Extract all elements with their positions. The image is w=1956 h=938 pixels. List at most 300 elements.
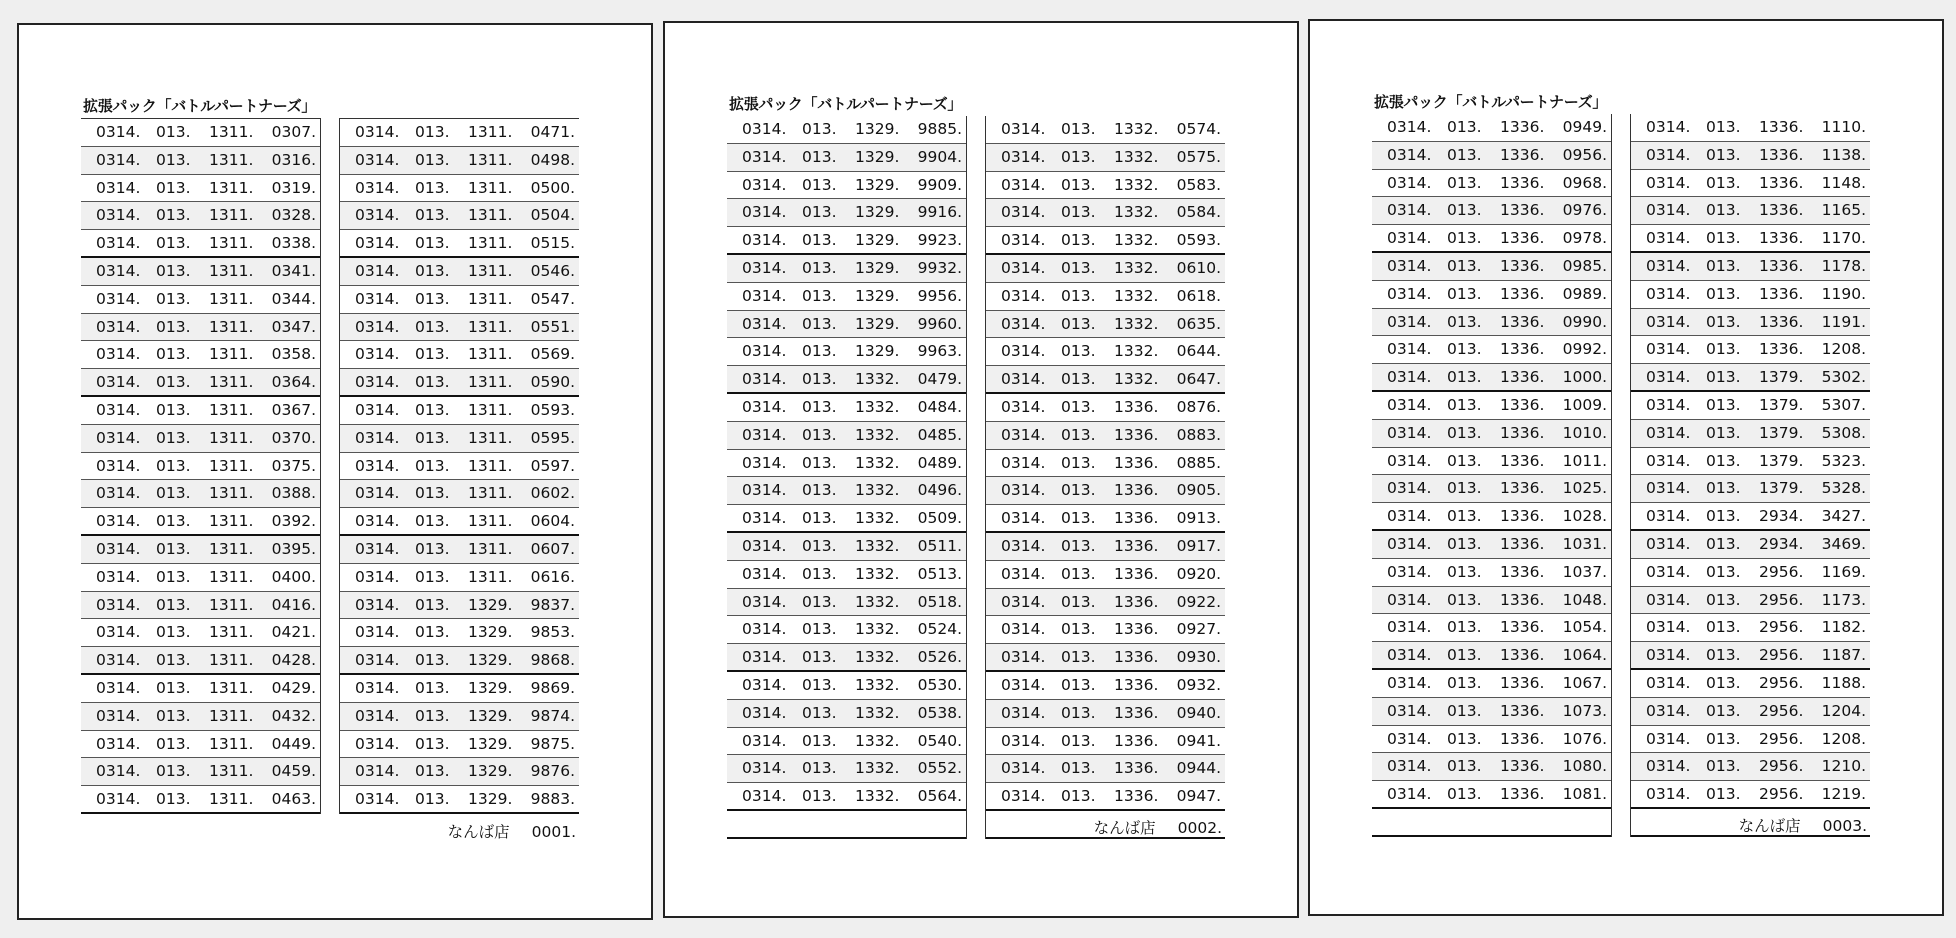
table-row	[1631, 698, 1870, 726]
cell-part-1: 0314.	[355, 456, 400, 475]
cell-part-1: 0314.	[1646, 145, 1691, 164]
cell-part-3: 1336.	[1500, 785, 1545, 804]
cell-part-3: 1336.	[1114, 481, 1159, 500]
cell-part-1: 0314.	[742, 175, 787, 194]
cell-part-3: 1336.	[1114, 731, 1159, 750]
table-row	[1631, 420, 1870, 448]
page-title: 拡張パック「バトルパートナーズ」	[729, 95, 963, 113]
right-column	[985, 116, 1225, 839]
cell-part-1: 0314.	[1646, 451, 1691, 470]
cell-part-3: 1311.	[209, 289, 254, 308]
table-row	[340, 258, 579, 286]
cell-part-3: 1329.	[855, 258, 900, 277]
cell-part-2: 013.	[415, 734, 450, 753]
cell-part-2: 013.	[415, 762, 450, 781]
cell-part-2: 013.	[802, 620, 837, 639]
cell-part-3: 1311.	[209, 400, 254, 419]
table-row	[986, 144, 1225, 172]
cell-part-2: 013.	[1061, 453, 1096, 472]
cell-part-2: 013.	[415, 623, 450, 642]
cell-part-3: 1336.	[1114, 564, 1159, 583]
cell-part-2: 013.	[1061, 731, 1096, 750]
cell-part-4: 0940.	[1176, 703, 1221, 722]
table-row	[727, 755, 966, 783]
cell-part-1: 0314.	[355, 317, 400, 336]
cell-part-2: 013.	[802, 147, 837, 166]
cell-part-2: 013.	[802, 370, 837, 389]
cell-part-3: 1336.	[1500, 507, 1545, 526]
table-row	[1372, 448, 1611, 476]
cell-part-1: 0314.	[742, 620, 787, 639]
empty-row	[1372, 809, 1611, 837]
table-row	[1631, 392, 1870, 420]
cell-part-2: 013.	[415, 373, 450, 392]
cell-part-4: 5308.	[1821, 423, 1866, 442]
cell-part-4: 0538.	[917, 703, 962, 722]
cell-part-4: 0513.	[917, 564, 962, 583]
cell-part-3: 1332.	[1114, 231, 1159, 250]
cell-part-3: 1332.	[855, 759, 900, 778]
cell-part-4: 0400.	[271, 567, 316, 586]
cell-part-2: 013.	[1061, 397, 1096, 416]
cell-part-2: 013.	[156, 317, 191, 336]
cell-part-1: 0314.	[96, 428, 141, 447]
cell-part-4: 0518.	[917, 592, 962, 611]
cell-part-4: 1165.	[1821, 201, 1866, 220]
cell-part-3: 1336.	[1759, 145, 1804, 164]
cell-part-3: 1311.	[468, 567, 513, 586]
table-row	[1631, 253, 1870, 281]
cell-part-2: 013.	[415, 234, 450, 253]
table-row	[1372, 281, 1611, 309]
page-footer	[448, 820, 576, 842]
cell-part-3: 1311.	[209, 150, 254, 169]
table-row	[986, 783, 1225, 811]
cell-part-3: 1311.	[209, 734, 254, 753]
cell-part-3: 1332.	[855, 675, 900, 694]
cell-part-1: 0314.	[742, 203, 787, 222]
table-row	[1631, 197, 1870, 225]
table-row	[340, 230, 579, 258]
table-row	[986, 116, 1225, 144]
cell-part-4: 0584.	[1176, 203, 1221, 222]
cell-part-2: 013.	[1706, 757, 1741, 776]
left-column	[1372, 114, 1612, 837]
table-row	[1631, 642, 1870, 670]
cell-part-4: 1208.	[1821, 340, 1866, 359]
cell-part-1: 0314.	[1646, 395, 1691, 414]
cell-part-2: 013.	[156, 484, 191, 503]
cell-part-4: 9883.	[530, 790, 575, 809]
cell-part-1: 0314.	[1646, 256, 1691, 275]
cell-part-1: 0314.	[1001, 286, 1046, 305]
table-row	[1631, 559, 1870, 587]
page-number: 0001.	[531, 823, 576, 841]
table-row	[81, 119, 320, 147]
cell-part-2: 013.	[1447, 507, 1482, 526]
cell-part-2: 013.	[802, 481, 837, 500]
cell-part-2: 013.	[156, 790, 191, 809]
cell-part-1: 0314.	[1387, 590, 1432, 609]
cell-part-2: 013.	[1447, 284, 1482, 303]
cell-part-3: 1336.	[1114, 620, 1159, 639]
cell-part-1: 0314.	[1387, 368, 1432, 387]
cell-part-3: 2934.	[1759, 507, 1804, 526]
cell-part-4: 0500.	[530, 178, 575, 197]
cell-part-3: 1311.	[468, 178, 513, 197]
cell-part-2: 013.	[415, 289, 450, 308]
table-row	[986, 255, 1225, 283]
cell-part-1: 0314.	[1387, 423, 1432, 442]
table-row	[986, 422, 1225, 450]
cell-part-4: 0574.	[1176, 120, 1221, 138]
cell-part-3: 1336.	[1500, 673, 1545, 692]
cell-part-2: 013.	[1061, 481, 1096, 500]
cell-part-3: 1311.	[468, 428, 513, 447]
cell-part-2: 013.	[802, 397, 837, 416]
table-row	[81, 647, 320, 675]
cell-part-2: 013.	[1706, 423, 1741, 442]
cell-part-3: 1329.	[468, 623, 513, 642]
table-row	[1631, 726, 1870, 754]
cell-part-3: 1311.	[209, 178, 254, 197]
cell-part-4: 0489.	[917, 453, 962, 472]
cell-part-3: 1311.	[468, 345, 513, 364]
cell-part-3: 1336.	[1500, 701, 1545, 720]
cell-part-2: 013.	[1061, 286, 1096, 305]
cell-part-3: 1332.	[1114, 342, 1159, 361]
cell-part-1: 0314.	[96, 373, 141, 392]
table-row	[81, 369, 320, 397]
cell-part-3: 1336.	[1114, 509, 1159, 528]
table-row	[340, 480, 579, 508]
page-footer	[1739, 814, 1867, 836]
cell-part-2: 013.	[1706, 507, 1741, 526]
cell-part-4: 0876.	[1176, 397, 1221, 416]
table-row	[986, 199, 1225, 227]
cell-part-4: 9875.	[530, 734, 575, 753]
table-row	[986, 505, 1225, 533]
cell-part-2: 013.	[1061, 370, 1096, 389]
cell-part-4: 0985.	[1562, 256, 1607, 275]
cell-part-4: 0610.	[1176, 258, 1221, 277]
cell-part-4: 0428.	[271, 651, 316, 670]
cell-part-3: 1311.	[468, 456, 513, 475]
cell-part-4: 0590.	[530, 373, 575, 392]
table-row	[81, 341, 320, 369]
table-row	[340, 758, 579, 786]
cell-part-3: 1336.	[1759, 256, 1804, 275]
cell-part-2: 013.	[1706, 451, 1741, 470]
table-row	[727, 728, 966, 756]
cell-part-3: 1336.	[1500, 562, 1545, 581]
cell-part-2: 013.	[1447, 479, 1482, 498]
table-row	[1631, 587, 1870, 615]
cell-part-2: 013.	[802, 203, 837, 222]
cell-part-4: 1000.	[1562, 368, 1607, 387]
cell-part-1: 0314.	[742, 425, 787, 444]
cell-part-2: 013.	[156, 734, 191, 753]
cell-part-3: 1311.	[209, 484, 254, 503]
table-row	[340, 286, 579, 314]
cell-part-1: 0314.	[355, 595, 400, 614]
cell-part-3: 2956.	[1759, 673, 1804, 692]
cell-part-1: 0314.	[1001, 648, 1046, 667]
cell-part-1: 0314.	[1646, 340, 1691, 359]
cell-part-1: 0314.	[1001, 564, 1046, 583]
table-row	[340, 592, 579, 620]
cell-part-3: 1336.	[1500, 479, 1545, 498]
cell-part-1: 0314.	[1001, 787, 1046, 806]
cell-part-4: 0526.	[917, 648, 962, 667]
cell-part-4: 0913.	[1176, 509, 1221, 528]
cell-part-4: 3427.	[1821, 507, 1866, 526]
cell-part-1: 0314.	[355, 428, 400, 447]
cell-part-3: 1311.	[209, 790, 254, 809]
cell-part-3: 1311.	[209, 428, 254, 447]
cell-part-2: 013.	[156, 373, 191, 392]
cell-part-2: 013.	[156, 261, 191, 280]
cell-part-3: 1336.	[1114, 675, 1159, 694]
cell-part-2: 013.	[802, 592, 837, 611]
cell-part-1: 0314.	[1001, 147, 1046, 166]
table-row	[986, 311, 1225, 339]
cell-part-3: 1336.	[1114, 453, 1159, 472]
table-row	[81, 397, 320, 425]
table-row	[1372, 753, 1611, 781]
cell-part-4: 0932.	[1176, 675, 1221, 694]
cell-part-4: 1011.	[1562, 451, 1607, 470]
cell-part-4: 0604.	[530, 512, 575, 531]
cell-part-4: 0388.	[271, 484, 316, 503]
cell-part-4: 0956.	[1562, 145, 1607, 164]
cell-part-3: 1332.	[855, 787, 900, 806]
cell-part-3: 1336.	[1759, 118, 1804, 136]
table-row	[340, 786, 579, 814]
cell-part-2: 013.	[802, 258, 837, 277]
cell-part-1: 0314.	[96, 762, 141, 781]
cell-part-3: 1336.	[1500, 729, 1545, 748]
cell-part-3: 1332.	[1114, 203, 1159, 222]
cell-part-4: 9874.	[530, 706, 575, 725]
table-row	[81, 703, 320, 731]
table-row	[986, 755, 1225, 783]
cell-part-1: 0314.	[1387, 312, 1432, 331]
table-row	[727, 477, 966, 505]
cell-part-3: 1311.	[468, 484, 513, 503]
cell-part-3: 1336.	[1114, 425, 1159, 444]
cell-part-2: 013.	[415, 261, 450, 280]
cell-part-2: 013.	[1447, 340, 1482, 359]
cell-part-4: 0920.	[1176, 564, 1221, 583]
cell-part-2: 013.	[802, 453, 837, 472]
cell-part-4: 0992.	[1562, 340, 1607, 359]
cell-part-3: 1329.	[468, 790, 513, 809]
cell-part-2: 013.	[1447, 562, 1482, 581]
table-row	[1631, 531, 1870, 559]
page-footer	[1094, 816, 1222, 838]
cell-part-2: 013.	[1061, 147, 1096, 166]
table-row	[986, 283, 1225, 311]
cell-part-4: 0421.	[271, 623, 316, 642]
cell-part-4: 0459.	[271, 762, 316, 781]
cell-part-3: 1336.	[1759, 173, 1804, 192]
cell-part-4: 0524.	[917, 620, 962, 639]
cell-part-3: 1329.	[468, 734, 513, 753]
cell-part-2: 013.	[1706, 340, 1741, 359]
cell-part-4: 1028.	[1562, 507, 1607, 526]
table-row	[81, 453, 320, 481]
cell-part-3: 2956.	[1759, 701, 1804, 720]
cell-part-2: 013.	[802, 425, 837, 444]
cell-part-2: 013.	[156, 512, 191, 531]
cell-part-2: 013.	[1447, 395, 1482, 414]
cell-part-2: 013.	[802, 648, 837, 667]
cell-part-3: 1329.	[855, 120, 900, 138]
cell-part-4: 0597.	[530, 456, 575, 475]
table-row	[1631, 170, 1870, 198]
cell-part-3: 1311.	[209, 345, 254, 364]
table-row	[986, 700, 1225, 728]
table-row	[340, 508, 579, 536]
cell-part-2: 013.	[415, 678, 450, 697]
cell-part-4: 9956.	[917, 286, 962, 305]
cell-part-2: 013.	[802, 731, 837, 750]
document-page-1	[17, 23, 653, 920]
cell-part-3: 1311.	[209, 261, 254, 280]
cell-part-3: 1311.	[468, 373, 513, 392]
cell-part-1: 0314.	[355, 400, 400, 419]
cell-part-3: 1311.	[209, 123, 254, 141]
cell-part-4: 1173.	[1821, 590, 1866, 609]
table-row	[727, 227, 966, 255]
cell-part-3: 1336.	[1114, 648, 1159, 667]
cell-part-1: 0314.	[742, 231, 787, 250]
cell-part-2: 013.	[156, 289, 191, 308]
cell-part-1: 0314.	[355, 678, 400, 697]
cell-part-3: 1336.	[1500, 395, 1545, 414]
cell-part-2: 013.	[156, 539, 191, 558]
cell-part-4: 9960.	[917, 314, 962, 333]
cell-part-1: 0314.	[355, 651, 400, 670]
table-row	[1372, 559, 1611, 587]
cell-part-1: 0314.	[355, 261, 400, 280]
cell-part-2: 013.	[156, 150, 191, 169]
cell-part-1: 0314.	[1646, 479, 1691, 498]
table-row	[986, 616, 1225, 644]
cell-part-4: 0370.	[271, 428, 316, 447]
cell-part-4: 0551.	[530, 317, 575, 336]
cell-part-2: 013.	[415, 178, 450, 197]
cell-part-4: 0947.	[1176, 787, 1221, 806]
cell-part-1: 0314.	[742, 481, 787, 500]
cell-part-1: 0314.	[1646, 507, 1691, 526]
cell-part-2: 013.	[156, 762, 191, 781]
cell-part-2: 013.	[415, 484, 450, 503]
cell-part-4: 0341.	[271, 261, 316, 280]
table-row	[1631, 475, 1870, 503]
cell-part-1: 0314.	[96, 623, 141, 642]
cell-part-3: 1311.	[209, 373, 254, 392]
cell-part-4: 5307.	[1821, 395, 1866, 414]
cell-part-1: 0314.	[742, 592, 787, 611]
cell-part-2: 013.	[1706, 173, 1741, 192]
cell-part-3: 2934.	[1759, 534, 1804, 553]
table-row	[340, 536, 579, 564]
table-row	[1631, 503, 1870, 531]
cell-part-3: 1332.	[855, 536, 900, 555]
table-row	[1631, 670, 1870, 698]
cell-part-4: 1009.	[1562, 395, 1607, 414]
cell-part-4: 0540.	[917, 731, 962, 750]
table-row	[1372, 587, 1611, 615]
cell-part-2: 013.	[1447, 757, 1482, 776]
table-row	[1372, 142, 1611, 170]
table-row	[727, 783, 966, 811]
cell-part-3: 1379.	[1759, 368, 1804, 387]
cell-part-2: 013.	[415, 512, 450, 531]
cell-part-3: 1332.	[855, 592, 900, 611]
document-page-3	[1308, 19, 1944, 916]
cell-part-2: 013.	[1706, 368, 1741, 387]
cell-part-1: 0314.	[1387, 507, 1432, 526]
cell-part-1: 0314.	[742, 453, 787, 472]
table-row	[727, 644, 966, 672]
table-row	[986, 477, 1225, 505]
cell-part-1: 0314.	[1646, 173, 1691, 192]
cell-part-4: 1037.	[1562, 562, 1607, 581]
cell-part-1: 0314.	[1646, 785, 1691, 804]
table-row	[340, 202, 579, 230]
cell-part-1: 0314.	[1001, 425, 1046, 444]
cell-part-3: 1329.	[855, 175, 900, 194]
cell-part-4: 0976.	[1562, 201, 1607, 220]
table-row	[727, 311, 966, 339]
cell-part-4: 1191.	[1821, 312, 1866, 331]
cell-part-1: 0314.	[355, 178, 400, 197]
cell-part-2: 013.	[156, 123, 191, 141]
cell-part-4: 0463.	[271, 790, 316, 809]
cell-part-1: 0314.	[1001, 342, 1046, 361]
cell-part-3: 1336.	[1114, 536, 1159, 555]
cell-part-3: 1329.	[855, 231, 900, 250]
cell-part-1: 0314.	[355, 706, 400, 725]
cell-part-2: 013.	[156, 623, 191, 642]
cell-part-1: 0314.	[742, 703, 787, 722]
cell-part-1: 0314.	[1001, 453, 1046, 472]
cell-part-4: 1031.	[1562, 534, 1607, 553]
cell-part-3: 1311.	[468, 317, 513, 336]
table-row	[1372, 392, 1611, 420]
cell-part-1: 0314.	[742, 564, 787, 583]
cell-part-4: 0511.	[917, 536, 962, 555]
cell-part-4: 1081.	[1562, 785, 1607, 804]
cell-part-3: 1336.	[1759, 284, 1804, 303]
cell-part-2: 013.	[156, 567, 191, 586]
table-row	[340, 175, 579, 203]
cell-part-4: 0319.	[271, 178, 316, 197]
cell-part-2: 013.	[1706, 562, 1741, 581]
cell-part-3: 1311.	[209, 623, 254, 642]
cell-part-2: 013.	[156, 178, 191, 197]
cell-part-2: 013.	[156, 706, 191, 725]
table-row	[81, 592, 320, 620]
table-row	[1631, 364, 1870, 392]
cell-part-2: 013.	[415, 400, 450, 419]
cell-part-2: 013.	[1447, 646, 1482, 665]
cell-part-4: 5302.	[1821, 368, 1866, 387]
cell-part-3: 1332.	[855, 453, 900, 472]
